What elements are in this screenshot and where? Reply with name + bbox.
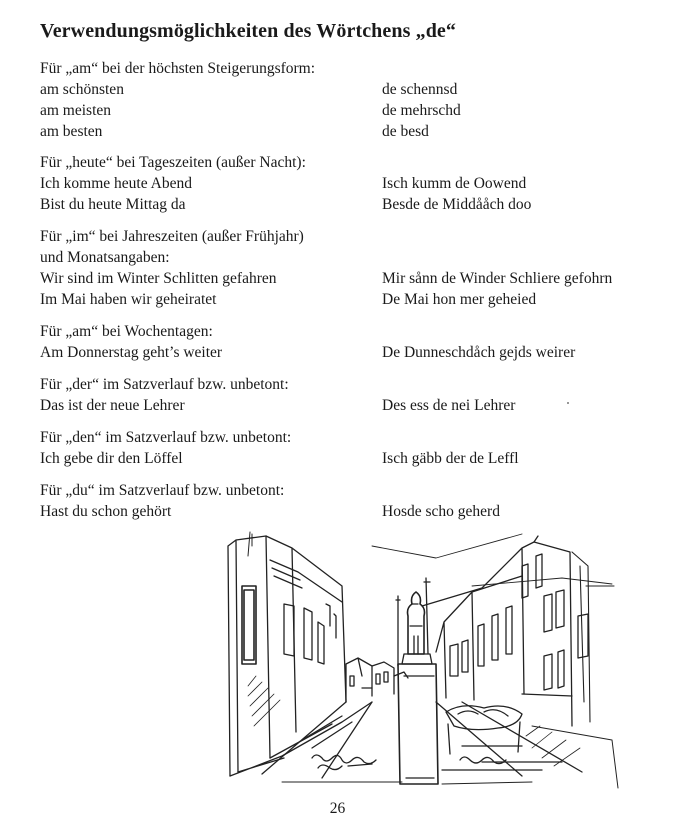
german-phrase: Am Donnerstag geht’s weiter [40,344,223,361]
example-row [40,79,660,100]
example-row [40,100,660,121]
dialect-phrase: de schennsd [382,81,458,98]
german-phrase: Ich komme heute Abend [40,175,192,192]
german-phrase: Das ist der neue Lehrer [40,397,185,414]
german-phrase: Bist du heute Mittag da [40,196,186,213]
page-title: Verwendungsmöglichkeiten des Wörtchens „de“ [40,20,456,42]
street-sketch-icon [222,526,620,792]
dialect-phrase: Mir sånn de Winder Schliere gefohrn [382,270,613,287]
german-phrase: Wir sind im Winter Schlitten gefahren [40,270,277,287]
section-den [40,427,660,469]
section-heading: Für „heute“ bei Tageszeiten (außer Nacht): [40,154,306,171]
page-number: 26 [329,800,346,817]
section-superlative [40,58,660,142]
section-heading: Für „am“ bei Wochentagen: [40,323,213,340]
example-row [40,395,660,416]
section-heading: Für „du“ im Satzverlauf bzw. unbetont: [40,482,285,499]
german-phrase: am meisten [40,102,112,119]
section-der [40,374,660,416]
example-row [40,342,660,363]
dialect-phrase: Hosde scho geherd [382,503,500,520]
dialect-phrase: Isch kumm de Oowend [382,175,527,192]
section-heading: Für „am“ bei der höchsten Steigerungsform: [40,60,316,77]
scan-speck [567,402,569,404]
example-row [40,448,660,469]
section-heading: Für „im“ bei Jahreszeiten (außer Frühjahr) [40,228,304,245]
dialect-phrase: De Mai hon mer geheied [382,291,537,308]
german-phrase: Im Mai haben wir geheiratet [40,291,217,308]
section-du [40,480,660,522]
example-row [40,121,660,142]
section-heading-continued: und Monatsangaben: [40,249,170,266]
dialect-phrase: de besd [382,123,429,140]
section-daytime [40,152,660,215]
example-row [40,268,660,289]
section-seasons [40,226,660,310]
section-heading: Für „den“ im Satzverlauf bzw. unbetont: [40,429,292,446]
section-weekdays [40,321,660,363]
dialect-phrase: de mehrschd [382,102,461,119]
example-row [40,289,660,310]
section-heading: Für „der“ im Satzverlauf bzw. unbetont: [40,376,289,393]
german-phrase: am schönsten [40,81,124,98]
example-row [40,173,660,194]
german-phrase: am besten [40,123,103,140]
german-phrase: Hast du schon gehört [40,503,172,520]
dialect-phrase: Besde de Middååch doo [382,196,532,213]
dialect-phrase: Des ess de nei Lehrer [382,397,516,414]
german-phrase: Ich gebe dir den Löffel [40,450,183,467]
example-row [40,501,660,522]
dialect-phrase: Isch gäbb der de Leffl [382,450,519,467]
example-row [40,194,660,215]
dialect-phrase: De Dunneschdåch gejds weirer [382,344,576,361]
